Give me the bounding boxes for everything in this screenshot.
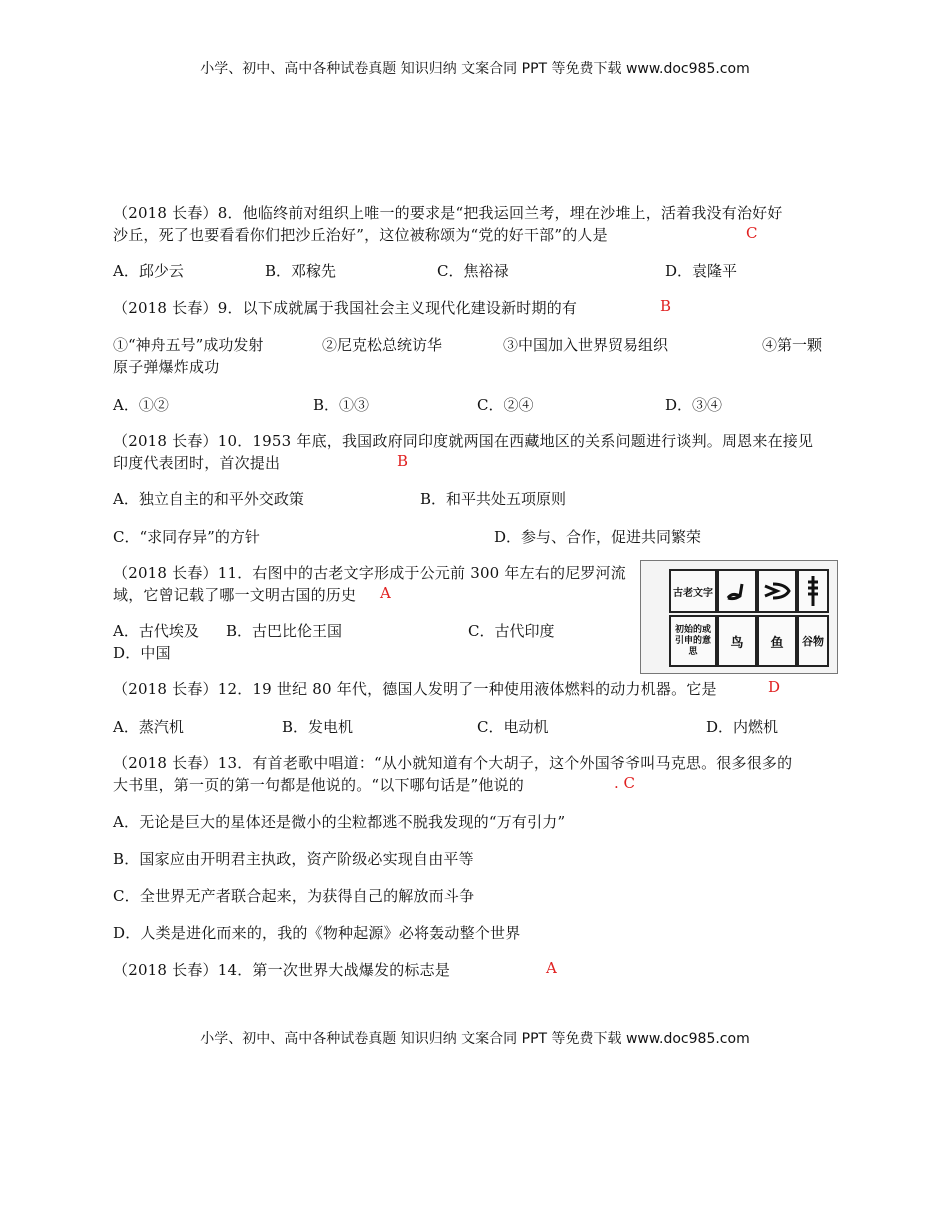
q9-item-3: ③中国加入世界贸易组织 [503,336,669,354]
glyph-grain-icon [797,569,829,613]
q11-option-a: A．古代埃及 [113,622,199,640]
q13-option-b: B．国家应由开明君主执政，资产阶级必实现自由平等 [113,850,474,868]
q14-answer: A [546,959,557,977]
glyph-bird-icon [717,569,757,613]
q9-item-2: ②尼克松总统访华 [322,336,443,354]
q9-stem: （2018 长春）9．以下成就属于我国社会主义现代化建设新时期的有 [113,299,578,317]
q11-answer: A [380,584,391,602]
q8-option-c: C．焦裕禄 [437,262,509,280]
q10-option-d: D．参与、合作，促进共同繁荣 [494,528,702,546]
q13-option-d: D．人类是进化而来的，我的《物种起源》必将轰动整个世界 [113,924,521,942]
glyph-meaning-fish: 鱼 [757,615,797,667]
page-header: 小学、初中、高中各种试卷真题 知识归纳 文案合同 PPT 等免费下载 www.doc985.com [200,61,750,77]
q11-stem-line2: 域，它曾记载了哪一文明古国的历史 [113,586,357,604]
q10-option-b: B．和平共处五项原则 [420,490,567,508]
q9-answer: B [660,297,672,315]
page-footer: 小学、初中、高中各种试卷真题 知识归纳 文案合同 PPT 等免费下载 www.doc985.com [200,1031,750,1047]
q9-option-a: A．①② [113,396,169,414]
q13-answer: . C [614,774,636,792]
q12-stem: （2018 长春）12．19 世纪 80 年代，德国人发明了一种使用液体燃料的动力机器。它是 [113,680,717,698]
q12-option-c: C．电动机 [477,718,549,736]
q9-item-4: ④第一颗 [762,336,823,354]
q14-stem: （2018 长春）14．第一次世界大战爆发的标志是 [113,961,451,979]
q13-stem-line1: （2018 长春）13．有首老歌中唱道：“从小就知道有个大胡子，这个外国爷爷叫马克思。很多很多的 [113,754,793,772]
q9-item-1: ①“神舟五号”成功发射 [113,336,264,354]
q9-option-d: D．③④ [665,396,723,414]
q9-item-4-cont: 原子弹爆炸成功 [113,358,220,376]
q10-stem-line2: 印度代表团时，首次提出 [113,454,281,472]
q11-option-c: C．古代印度 [468,622,555,640]
q8-stem-line1: （2018 长春）8．他临终前对组织上唯一的要求是“把我运回兰考，埋在沙堆上，活着我没有治好好 [113,204,783,222]
q11-stem-line1: （2018 长春）11．右图中的古老文字形成于公元前 300 年左右的尼罗河流 [113,564,626,582]
ancient-script-figure [640,560,838,674]
q11-option-d: D．中国 [113,644,171,662]
q12-option-d: D．内燃机 [706,718,779,736]
q8-option-b: B．邓稼先 [265,262,337,280]
q12-option-b: B．发电机 [282,718,354,736]
glyph-meaning-grain: 谷物 [797,615,829,667]
q8-answer: C [746,224,758,242]
q10-option-c: C．“求同存异”的方针 [113,528,260,546]
q12-option-a: A．蒸汽机 [113,718,184,736]
q10-stem-line1: （2018 长春）10．1953 年底，我国政府同印度就两国在西藏地区的关系问题进行谈判。周恩来在接见 [113,432,814,450]
glyph-meaning-bird: 鸟 [717,615,757,667]
q10-option-a: A．独立自主的和平外交政策 [113,490,304,508]
q12-answer: D [768,678,781,696]
q9-option-b: B．①③ [313,396,370,414]
figure-row1-label: 古老文字 [669,569,717,613]
q10-answer: B [397,452,409,470]
figure-row2-label: 初始的或引申的意思 [669,615,717,667]
q13-stem-line2: 大书里，第一页的第一句都是他说的。“以下哪句话是”他说的 [113,776,524,794]
q13-option-a: A．无论是巨大的星体还是微小的尘粒都逃不脱我发现的“万有引力” [113,813,566,831]
q8-option-d: D．袁隆平 [665,262,738,280]
q11-option-b: B．古巴比伦王国 [226,622,343,640]
q13-option-c: C．全世界无产者联合起来，为获得自己的解放而斗争 [113,887,475,905]
q8-stem-line2: 沙丘，死了也要看看你们把沙丘治好”，这位被称颂为“党的好干部”的人是 [113,226,608,244]
q9-option-c: C．②④ [477,396,534,414]
glyph-fish-icon [757,569,797,613]
q8-option-a: A．邱少云 [113,262,184,280]
